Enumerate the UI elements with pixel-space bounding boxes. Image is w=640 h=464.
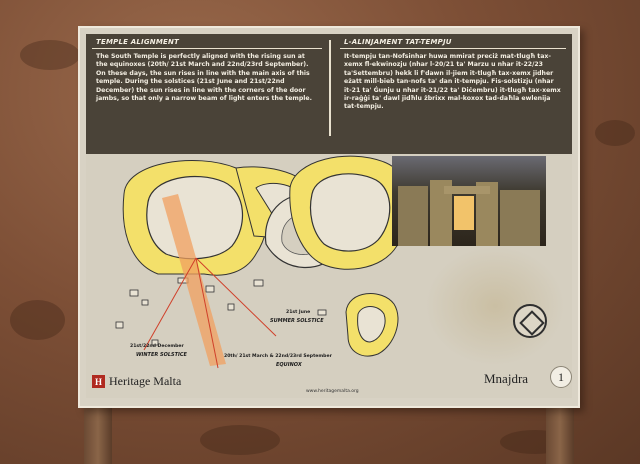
june-date-label: 21st June — [286, 310, 311, 315]
unesco-emblem-icon — [513, 304, 547, 338]
faded-stones-image — [425, 246, 565, 366]
brand-name: Heritage Malta — [109, 374, 182, 388]
english-heading: TEMPLE ALIGNMENT — [92, 36, 322, 49]
heritage-malta-logo — [92, 374, 181, 389]
sign-number-badge: 1 — [550, 366, 572, 388]
info-sign-board — [78, 26, 580, 408]
temple-photo — [392, 156, 546, 246]
text-band — [86, 34, 572, 154]
december-date-label: 21st/22nd December — [130, 344, 184, 349]
place-name: Mnajdra — [484, 371, 529, 386]
column-divider — [329, 40, 331, 136]
maltese-heading: L-ALINJAMENT TAT-TEMPJU — [340, 36, 566, 49]
english-text: The South Temple is perfectly aligned with the rising sun at the equinoxes (20th/ 21st March and 22nd/23rd September). On these days, the sun rises in line with the main axis of this temple. During the solstices (21st June and 21st/22nd December) the sun rises in line with the corners of the door jambs, so that only a narrow beam of light enters the temple. — [96, 53, 312, 103]
east-temple-plan — [346, 294, 398, 356]
equinox-label: EQUINOX — [276, 362, 302, 368]
website-url: www.heritagemalta.org — [306, 389, 359, 394]
maltese-column — [334, 34, 572, 154]
winter-solstice-label: WINTER SOLSTICE — [136, 352, 187, 358]
maltese-text: It-tempju tan-Nofsinhar huwa mmirat preciż mat-tlugħ tax-xemx fl-ekwinozju (nhar l-20/21 ta' Marzu u nhar it-22/23 ta'Settembru) hekk li f'dawn il-jiem it-tlugħ tax-xemx jidher eżatt mill-bieb tan-nofs ta' dan it-tempju. Fis-solstizju (nhar it-21 ta' Ġunju u nhar it-21/22 ta' Diċembru) it-tlugħ tax-xemx ir-raġġi ta' dawl jidħlu żbrixx mal-koxox tad-daħla ewlenija tat-tempju. — [344, 53, 561, 111]
equinox-dates-label: 20th/ 21st March & 22nd/23rd September — [224, 354, 332, 359]
summer-solstice-label: SUMMER SOLSTICE — [270, 318, 324, 324]
heritage-logo-icon: H — [92, 375, 105, 388]
english-column — [86, 34, 328, 154]
